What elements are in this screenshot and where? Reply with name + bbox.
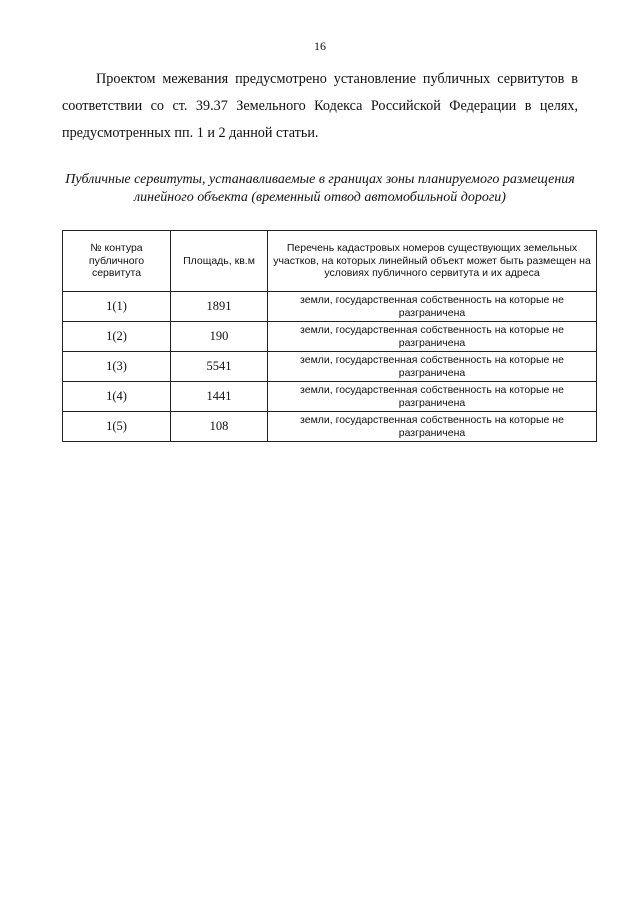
table-row bbox=[63, 322, 597, 352]
cell-description: земли, государственная собственность на которые не разграничена bbox=[268, 412, 597, 442]
cell-contour-number: 1(3) bbox=[63, 352, 171, 382]
cell-area: 108 bbox=[171, 412, 268, 442]
cell-description: земли, государственная собственность на которые не разграничена bbox=[268, 322, 597, 352]
header-area: Площадь, кв.м bbox=[171, 231, 268, 292]
cell-area: 1891 bbox=[171, 292, 268, 322]
header-contour-number: № контура публичного сервитута bbox=[63, 231, 171, 292]
cell-area: 190 bbox=[171, 322, 268, 352]
cell-area: 5541 bbox=[171, 352, 268, 382]
table-row bbox=[63, 352, 597, 382]
cell-description: земли, государственная собственность на которые не разграничена bbox=[268, 292, 597, 322]
cell-description: земли, государственная собственность на которые не разграничена bbox=[268, 382, 597, 412]
cell-area: 1441 bbox=[171, 382, 268, 412]
cell-contour-number: 1(2) bbox=[63, 322, 171, 352]
cell-description: земли, государственная собственность на которые не разграничена bbox=[268, 352, 597, 382]
table-caption: Публичные сервитуты, устанавливаемые в границах зоны планируемого размещения линейного объекта (временный отвод автомобильной дороги) bbox=[65, 172, 575, 205]
table-row bbox=[63, 412, 597, 442]
cell-contour-number: 1(5) bbox=[63, 412, 171, 442]
body-paragraph: Проектом межевания предусмотрено установление публичных сервитутов в соответствии со ст. 39.37 Земельного Кодекса Российской Федерации в целях, предусмотренных пп. 1 и 2 данной статьи. bbox=[62, 71, 578, 141]
servitudes-table bbox=[62, 230, 597, 442]
table-row bbox=[63, 292, 597, 322]
cell-contour-number: 1(1) bbox=[63, 292, 171, 322]
header-cadastral-list: Перечень кадастровых номеров существующих земельных участков, на которых линейный объект может быть размещен на условиях публичного сервитута и их адреса bbox=[268, 231, 597, 292]
page-number: 16 bbox=[314, 39, 326, 53]
table-header-row bbox=[63, 231, 597, 292]
table-row bbox=[63, 382, 597, 412]
cell-contour-number: 1(4) bbox=[63, 382, 171, 412]
